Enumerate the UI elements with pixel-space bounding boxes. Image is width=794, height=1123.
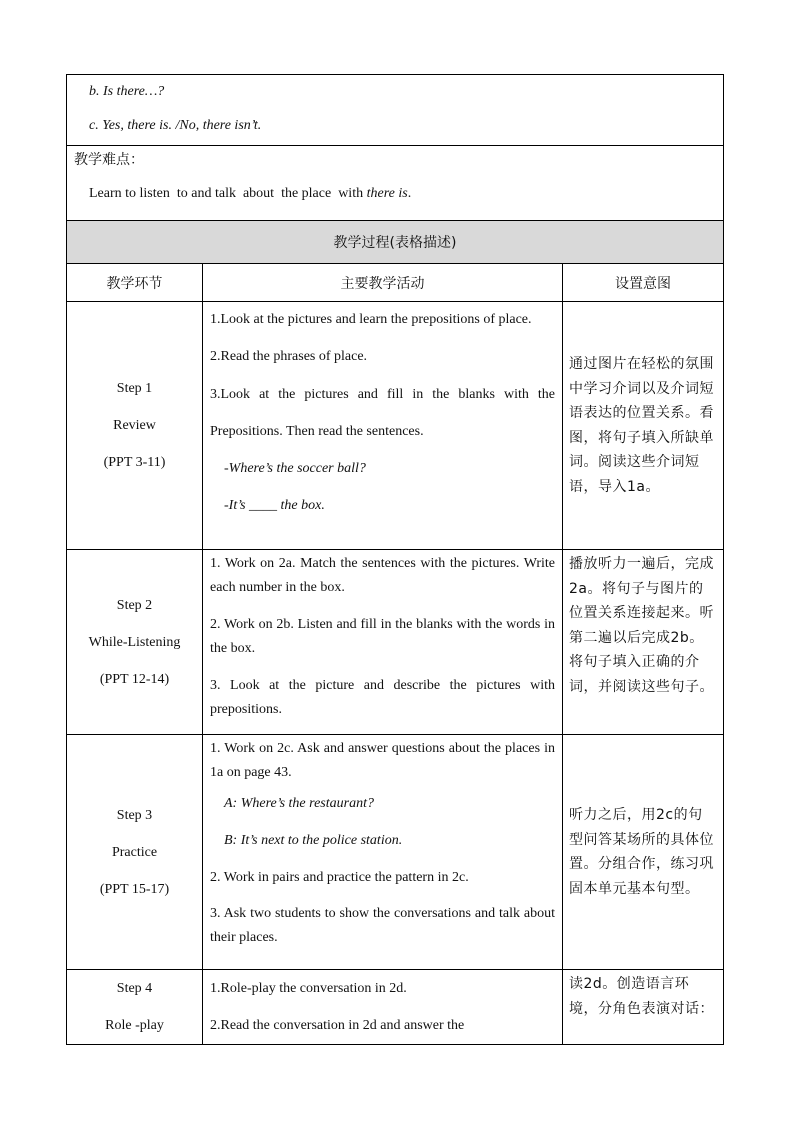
step-1-example-1: -Where’s the soccer ball? [224, 461, 366, 476]
step-4-stage [67, 970, 203, 1045]
difficulty-text-emph: there is [366, 186, 408, 201]
col-header-activities: 主要教学活动 [203, 264, 563, 302]
step-3-activities [203, 735, 563, 970]
step-3-example-1: A: Where’s the restaurant? [224, 796, 374, 811]
step-4-activity-2: 2.Read the conversation in 2d and answer the [210, 1018, 465, 1033]
step-1-activity-2: 2.Read the phrases of place. [210, 349, 368, 364]
step-1-stage [67, 302, 203, 550]
step-2-activity-1: 1. Work on 2a. Match the sentences with the pictures. Write each number in the box. [210, 556, 555, 595]
pattern-c: c. Yes, there is. /No, there isn’t. [89, 118, 262, 133]
step-1-name: Review [113, 418, 156, 433]
difficulty-row [67, 146, 724, 221]
step-1-activity-1: 1.Look at the pictures and learn the prepositions of place. [210, 312, 532, 327]
step-3-example-2: B: It’s next to the police station. [224, 833, 403, 848]
step-1-example-2: -It’s ____ the box. [224, 498, 325, 513]
step-2-purpose: 播放听力一遍后，完成2a。将句子与图片的位置关系连接起来。听第二遍以后完成2b。将句子填入正确的介词，并阅读这些句子。 [563, 550, 724, 735]
col-header-purpose: 设置意图 [563, 264, 724, 302]
step-4-activity-1: 1.Role-play the conversation in 2d. [210, 981, 407, 996]
difficulty-text-main: Learn to listen to and talk about the place with [89, 186, 367, 201]
difficulty-text-end: . [407, 186, 412, 201]
step-4-label: Step 4 [116, 981, 153, 996]
step-2-activity-3: 3. Look at the picture and describe the pictures with prepositions. [210, 678, 555, 717]
step-2-activities [203, 550, 563, 735]
step-1-activities [203, 302, 563, 550]
step-4-purpose: 读2d。创造语言环境，分角色表演对话： [563, 970, 724, 1045]
step-4-row [67, 970, 724, 1045]
difficulty-cell [67, 146, 724, 221]
pattern-b: b. Is there…? [89, 84, 165, 99]
process-title-row [67, 221, 724, 264]
lesson-plan-table [66, 74, 724, 1045]
step-3-activity-2: 2. Work in pairs and practice the pattern in 2c. [210, 870, 469, 885]
step-3-row [67, 735, 724, 970]
process-title: 教学过程(表格描述) [67, 221, 724, 264]
difficulty-text [89, 182, 745, 206]
step-2-row [67, 550, 724, 735]
step-1-purpose: 通过图片在轻松的氛围中学习介词以及介词短语表达的位置关系。看图，将句子填入所缺单词。阅读这些介词短语，导入1a。 [563, 302, 724, 550]
step-2-activity-2: 2. Work on 2b. Listen and fill in the blanks with the words in the box. [210, 617, 555, 656]
difficulty-heading: 教学难点： [74, 152, 144, 168]
step-1-label: Step 1 [116, 381, 153, 396]
sentence-patterns-cell [67, 75, 724, 146]
step-3-purpose: 听力之后，用2c的句型问答某场所的具体位置。分组合作，练习巩固本单元基本句型。 [563, 735, 724, 970]
step-4-activities [203, 970, 563, 1045]
step-3-ppt: (PPT 15-17) [99, 881, 170, 897]
column-header-row [67, 264, 724, 302]
step-2-ppt: (PPT 12-14) [99, 671, 170, 687]
step-1-row [67, 302, 724, 550]
step-1-ppt: (PPT 3-11) [103, 455, 166, 470]
step-2-stage [67, 550, 203, 735]
col-header-stage: 教学环节 [67, 264, 203, 302]
step-1-activity-3: 3.Look at the pictures and fill in the blanks with the Prepositions. Then read the sentences. [210, 387, 555, 439]
step-3-stage [67, 735, 203, 970]
step-2-label: Step 2 [116, 597, 153, 613]
step-3-activity-1: 1. Work on 2c. Ask and answer questions about the places in 1a on page 43. [210, 741, 555, 780]
step-3-activity-3: 3. Ask two students to show the conversations and talk about their places. [210, 906, 555, 945]
step-4-name: Role -play [105, 1018, 164, 1033]
step-2-name: While-Listening [88, 634, 181, 650]
step-3-label: Step 3 [116, 807, 153, 823]
sentence-patterns-row [67, 75, 724, 146]
step-3-name: Practice [111, 844, 158, 860]
